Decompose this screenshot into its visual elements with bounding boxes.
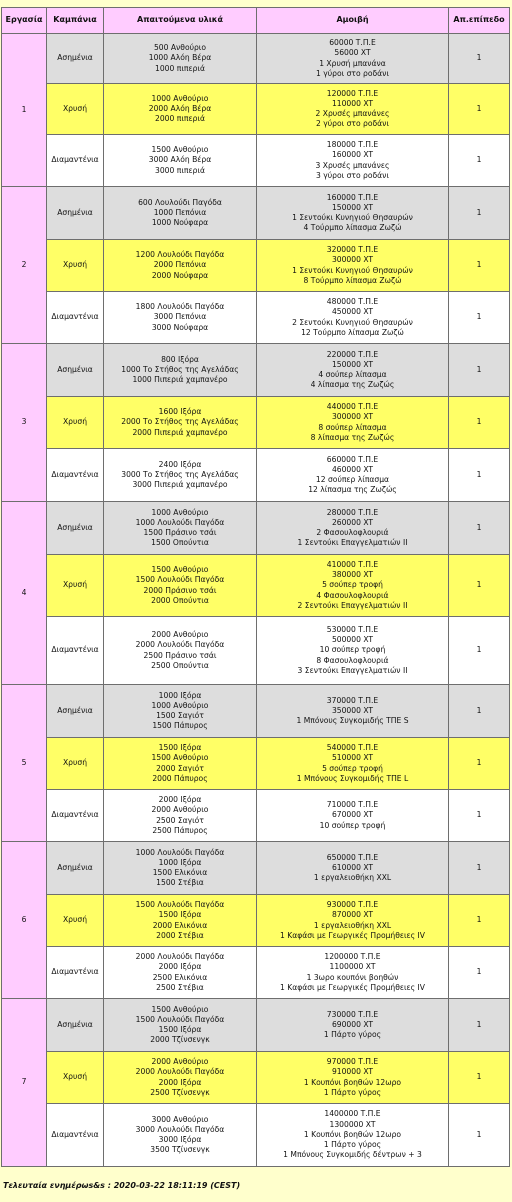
- task-number: 5: [2, 685, 47, 842]
- reward-line: 1 Κουπόνι βοηθών 12ωρο: [303, 1077, 402, 1087]
- task-number: 1: [2, 34, 47, 187]
- campaign-cell: Χρυσή: [47, 738, 104, 790]
- level-cell: 1: [449, 555, 510, 617]
- campaign-cell: Ασημένια: [47, 344, 104, 397]
- level-cell: 1: [449, 84, 510, 135]
- material-line: 3000 Νούφαρα: [151, 322, 209, 332]
- reward-cell: [257, 999, 449, 1052]
- table-row: [2, 617, 510, 685]
- reward-line: 1 Σεντούκι Επαγγελματιών II: [297, 538, 408, 548]
- reward-line: 1 3ωρο κουπόνι βοηθών: [306, 972, 399, 982]
- material-line: 1500 Πάπυρος: [152, 721, 208, 731]
- materials-cell: [104, 135, 257, 187]
- material-line: 1500 Ελικόνια: [152, 868, 208, 877]
- material-line: 800 Ιξόρα: [161, 354, 199, 364]
- reward-line: 870000 XT: [331, 910, 374, 920]
- header-materials: Απαιτούμενα υλικά: [104, 8, 257, 34]
- material-line: 2500 Πράσινο τσάι: [143, 650, 217, 660]
- reward-line: 8 σούπερ λίπασμα: [318, 422, 387, 432]
- reward-line: 1 Μπόνους Συγκομιδής δέντρων + 3: [283, 1150, 422, 1160]
- reward-cell: [257, 790, 449, 842]
- reward-cell: [257, 84, 449, 135]
- table-row: [2, 502, 510, 555]
- reward-line: 3 γύροι στο ροδάνι: [316, 170, 389, 180]
- level-cell: 1: [449, 999, 510, 1052]
- last-updated: Τελευταία ενημέρωs&s : 2020-03-22 18:11:19 (CEST): [3, 1181, 241, 1190]
- reward-line: 910000 XT: [331, 1067, 374, 1077]
- reward-line: 510000 XT: [331, 753, 374, 763]
- level-cell: 1: [449, 895, 510, 947]
- reward-line: 350000 XT: [331, 705, 374, 715]
- reward-line: 3 Χρυσές μπανάνες: [315, 160, 390, 170]
- level-cell: 1: [449, 344, 510, 397]
- material-line: 2000 Στέβια: [156, 930, 204, 940]
- reward-line: 1 Χρυσή μπανάνα: [319, 58, 386, 68]
- reward-line: 1 Κουπόνι βοηθών 12ωρο: [303, 1129, 402, 1139]
- campaign-cell: Χρυσή: [47, 555, 104, 617]
- reward-line: 180000 Τ.Π.Ε: [326, 140, 379, 150]
- table-row: [2, 34, 510, 84]
- reward-line: 2 Σεντούκι Κυνηγιού Θησαυρών: [292, 317, 413, 327]
- material-line: 2000 Ιξόρα: [158, 962, 202, 972]
- material-line: 2000 Οπούντια: [151, 595, 209, 605]
- reward-cell: [257, 397, 449, 449]
- material-line: 1000 Νούφαρα: [151, 218, 209, 228]
- reward-line: 370000 Τ.Π.Ε: [326, 695, 379, 705]
- level-cell: 1: [449, 617, 510, 685]
- material-line: 2000 Ανθούριο: [151, 805, 209, 815]
- material-line: 2500 Πάπυρος: [152, 825, 208, 835]
- reward-line: 120000 Τ.Π.Ε: [326, 88, 379, 98]
- reward-line: 160000 Τ.Π.Ε: [326, 192, 379, 202]
- reward-line: 1 Σεντούκι Κυνηγιού Θησαυρών: [292, 265, 413, 275]
- reward-line: 410000 Τ.Π.Ε: [326, 559, 379, 569]
- material-line: 2000 Ανθούριο: [151, 1057, 209, 1067]
- material-line: 1500 Λουλούδι Παγόδα: [135, 1014, 225, 1024]
- reward-line: 4 λίπασμα της Ζωζώς: [310, 380, 395, 390]
- table-row: [2, 555, 510, 617]
- reward-cell: [257, 738, 449, 790]
- material-line: 3000 Λουλούδι Παγόδα: [135, 1124, 225, 1134]
- material-line: 500 Ανθούριο: [153, 43, 207, 53]
- material-line: 2000 Ελικόνια: [152, 920, 208, 930]
- materials-cell: [104, 240, 257, 292]
- reward-line: 5 σούπερ τροφή: [322, 580, 383, 590]
- task-number: 7: [2, 999, 47, 1167]
- table-row: [2, 1052, 510, 1104]
- reward-line: 60000 Τ.Π.Ε: [329, 38, 376, 48]
- material-line: 2000 Λουλούδι Παγόδα: [135, 1067, 225, 1077]
- table-row: [2, 135, 510, 187]
- material-line: 600 Λουλούδι Παγόδα: [138, 197, 222, 207]
- reward-line: 150000 XT: [331, 202, 374, 212]
- reward-cell: [257, 502, 449, 555]
- materials-cell: [104, 617, 257, 685]
- material-line: 2500 Τζίνσενγκ: [150, 1087, 210, 1097]
- material-line: 2000 Πάπυρος: [152, 773, 208, 783]
- level-cell: 1: [449, 397, 510, 449]
- reward-line: 1 εργαλειοθήκη XXL: [313, 873, 392, 883]
- reward-line: 690000 XT: [331, 1019, 374, 1029]
- table-row: [2, 84, 510, 135]
- reward-cell: [257, 135, 449, 187]
- material-line: 2000 πιπεριά: [155, 114, 205, 124]
- reward-cell: [257, 187, 449, 240]
- materials-cell: [104, 1104, 257, 1167]
- campaign-cell: Ασημένια: [47, 502, 104, 555]
- reward-cell: [257, 842, 449, 895]
- header-task: Εργασία: [2, 8, 47, 34]
- material-line: 1500 Ανθούριο: [151, 565, 209, 575]
- reward-line: 160000 XT: [331, 150, 374, 160]
- reward-line: 300000 XT: [331, 255, 374, 265]
- reward-line: 380000 XT: [331, 570, 374, 580]
- material-line: 1000 Πεπόνια: [153, 207, 207, 217]
- materials-cell: [104, 685, 257, 738]
- material-line: 2000 Ιξόρα: [158, 795, 202, 805]
- reward-line: 12 λίπασμα της Ζωζώς: [308, 485, 397, 495]
- reward-line: 2 Φασουλοφλουριά: [316, 528, 389, 537]
- material-line: 1500 Ιξόρα: [158, 1025, 202, 1034]
- reward-line: 440000 Τ.Π.Ε: [326, 402, 379, 412]
- table-row: [2, 790, 510, 842]
- reward-line: 10 σούπερ τροφή: [319, 645, 386, 655]
- campaign-cell: Χρυσή: [47, 1052, 104, 1104]
- reward-line: 5 σούπερ τροφή: [322, 763, 383, 773]
- material-line: 1000 Ιξόρα: [158, 690, 202, 700]
- reward-line: 1 Πάρτο γύρος: [323, 1140, 382, 1150]
- table-row: [2, 947, 510, 999]
- table-row: [2, 1104, 510, 1167]
- reward-line: 1 εργαλειοθήκη XXL: [313, 920, 392, 930]
- level-cell: 1: [449, 1052, 510, 1104]
- campaign-cell: Χρυσή: [47, 84, 104, 135]
- quest-table: [1, 7, 510, 1167]
- level-cell: 1: [449, 449, 510, 502]
- level-cell: 1: [449, 502, 510, 555]
- campaign-cell: Ασημένια: [47, 187, 104, 240]
- level-cell: 1: [449, 135, 510, 187]
- campaign-cell: Διαμαντένια: [47, 617, 104, 685]
- table-row: [2, 449, 510, 502]
- material-line: 2500 Οπούντια: [151, 660, 209, 670]
- reward-line: 320000 Τ.Π.Ε: [326, 245, 379, 255]
- reward-line: 1 γύροι στο ροδάνι: [316, 68, 389, 78]
- table-row: [2, 685, 510, 738]
- material-line: 1000 Ανθούριο: [151, 93, 209, 103]
- reward-line: 460000 XT: [331, 464, 374, 474]
- reward-line: 1 Καφάσι με Γεωργικές Προμήθειες IV: [280, 982, 425, 992]
- material-line: 2000 Ανθούριο: [151, 630, 209, 640]
- reward-line: 530000 Τ.Π.Ε: [326, 624, 379, 634]
- materials-cell: [104, 187, 257, 240]
- materials-cell: [104, 84, 257, 135]
- campaign-cell: Χρυσή: [47, 397, 104, 449]
- reward-cell: [257, 344, 449, 397]
- material-line: 1500 Πράσινο τσάι: [143, 528, 217, 537]
- table-row: [2, 292, 510, 344]
- materials-cell: [104, 397, 257, 449]
- reward-line: 1 Σεντούκι Κυνηγιού Θησαυρών: [292, 213, 413, 222]
- level-cell: 1: [449, 685, 510, 738]
- reward-line: 1 Μπόνους Συγκομιδής ΤΠΕ L: [296, 773, 409, 783]
- campaign-cell: Διαμαντένια: [47, 1104, 104, 1167]
- reward-line: 540000 Τ.Π.Ε: [326, 743, 379, 753]
- material-line: 2000 Σαγιότ: [156, 763, 204, 773]
- header-row: [2, 8, 510, 34]
- reward-line: 2 γύροι στο ροδάνι: [316, 119, 389, 129]
- reward-line: 4 Τούρμπο λίπασμα Ζωζώ: [303, 223, 402, 233]
- materials-cell: [104, 292, 257, 344]
- material-line: 1000 Λουλούδι Παγόδα: [135, 517, 225, 527]
- reward-line: 4 σούπερ λίπασμα: [318, 370, 387, 379]
- campaign-cell: Διαμαντένια: [47, 135, 104, 187]
- reward-cell: [257, 895, 449, 947]
- reward-line: 650000 Τ.Π.Ε: [326, 852, 379, 862]
- reward-cell: [257, 685, 449, 738]
- material-line: 1000 Πιπεριά χαμπανέρο: [132, 375, 228, 385]
- reward-cell: [257, 1104, 449, 1167]
- material-line: 3000 Το Στήθος της Αγελάδας: [121, 469, 239, 479]
- material-line: 1500 Ανθούριο: [151, 145, 209, 155]
- reward-cell: [257, 555, 449, 617]
- material-line: 3500 Τζίνσενγκ: [150, 1145, 210, 1155]
- reward-line: 610000 XT: [331, 862, 374, 872]
- reward-line: 660000 Τ.Π.Ε: [326, 454, 379, 464]
- reward-line: 110000 XT: [331, 98, 374, 108]
- material-line: 1000 Ανθούριο: [151, 700, 209, 710]
- campaign-cell: Ασημένια: [47, 34, 104, 84]
- level-cell: 1: [449, 34, 510, 84]
- level-cell: 1: [449, 790, 510, 842]
- reward-line: 56000 XT: [334, 48, 371, 58]
- material-line: 1500 Ιξόρα: [158, 743, 202, 753]
- material-line: 2500 Ελικόνια: [152, 972, 208, 982]
- reward-cell: [257, 947, 449, 999]
- table-row: [2, 187, 510, 240]
- reward-line: 1 Πάρτο γύρος: [323, 1030, 382, 1040]
- campaign-cell: Χρυσή: [47, 895, 104, 947]
- level-cell: 1: [449, 292, 510, 344]
- material-line: 1200 Λουλούδι Παγόδα: [135, 250, 225, 260]
- material-line: 2000 Ιξόρα: [158, 1077, 202, 1087]
- materials-cell: [104, 738, 257, 790]
- level-cell: 1: [449, 187, 510, 240]
- materials-cell: [104, 344, 257, 397]
- material-line: 3000 Ιξόρα: [158, 1135, 202, 1144]
- reward-line: 220000 Τ.Π.Ε: [326, 349, 379, 359]
- reward-cell: [257, 617, 449, 685]
- level-cell: 1: [449, 240, 510, 292]
- materials-cell: [104, 1052, 257, 1104]
- reward-line: 8 Τούρμπο λίπασμα Ζωζώ: [303, 275, 402, 285]
- campaign-cell: Ασημένια: [47, 685, 104, 738]
- materials-cell: [104, 790, 257, 842]
- reward-line: 480000 Τ.Π.Ε: [326, 297, 379, 307]
- header-reward: Αμοιβή: [257, 8, 449, 34]
- reward-cell: [257, 449, 449, 502]
- level-cell: 1: [449, 1104, 510, 1167]
- material-line: 2000 Λουλούδι Παγόδα: [135, 640, 225, 650]
- reward-line: 2 Χρυσές μπανάνες: [315, 109, 390, 118]
- reward-cell: [257, 292, 449, 344]
- reward-line: 12 Τούρμπο λίπασμα Ζωζώ: [301, 327, 404, 337]
- material-line: 3000 Πιπεριά χαμπανέρο: [132, 480, 228, 490]
- material-line: 2500 Σαγιότ: [156, 815, 204, 825]
- reward-line: 930000 Τ.Π.Ε: [326, 900, 379, 910]
- task-number: 3: [2, 344, 47, 502]
- material-line: 1000 Αλόη Βέρα: [148, 53, 212, 63]
- task-number: 6: [2, 842, 47, 999]
- table-row: [2, 344, 510, 397]
- reward-line: 10 σούπερ τροφή: [319, 820, 386, 830]
- campaign-cell: Χρυσή: [47, 240, 104, 292]
- material-line: 3000 Αλόη Βέρα: [148, 155, 212, 165]
- materials-cell: [104, 449, 257, 502]
- material-line: 1500 Λουλούδι Παγόδα: [135, 900, 225, 910]
- material-line: 1500 Σαγιότ: [156, 711, 204, 720]
- material-line: 1500 Ανθούριο: [151, 1004, 209, 1014]
- reward-line: 1 Μπόνους Συγκομιδής ΤΠΕ S: [296, 716, 409, 726]
- material-line: 2000 Λουλούδι Παγόδα: [135, 952, 225, 962]
- material-line: 1800 Λουλούδι Παγόδα: [135, 302, 225, 312]
- material-line: 2000 Πεπόνια: [153, 260, 207, 270]
- material-line: 1500 Ανθούριο: [151, 753, 209, 763]
- table-row: [2, 999, 510, 1052]
- reward-line: 450000 XT: [331, 307, 374, 317]
- material-line: 2000 Το Στήθος της Αγελάδας: [121, 417, 239, 427]
- reward-line: 970000 Τ.Π.Ε: [326, 1057, 379, 1067]
- campaign-cell: Διαμαντένια: [47, 947, 104, 999]
- reward-cell: [257, 1052, 449, 1104]
- material-line: 2000 Αλόη Βέρα: [148, 103, 212, 113]
- reward-line: 1200000 Τ.Π.Ε: [324, 952, 381, 962]
- campaign-cell: Διαμαντένια: [47, 790, 104, 842]
- materials-cell: [104, 34, 257, 84]
- reward-line: 1 Πάρτο γύρος: [323, 1087, 382, 1097]
- materials-cell: [104, 555, 257, 617]
- campaign-cell: Ασημένια: [47, 999, 104, 1052]
- reward-cell: [257, 34, 449, 84]
- reward-line: 500000 XT: [331, 635, 374, 645]
- table-row: [2, 895, 510, 947]
- reward-line: 280000 Τ.Π.Ε: [326, 507, 379, 517]
- materials-cell: [104, 947, 257, 999]
- reward-line: 1 Καφάσι με Γεωργικές Προμήθειες IV: [280, 930, 425, 940]
- header-campaign: Καμπάνια: [47, 8, 104, 34]
- reward-line: 3 Σεντούκι Επαγγελματιών II: [297, 665, 408, 675]
- material-line: 2000 Πράσινο τσάι: [143, 585, 217, 595]
- campaign-cell: Ασημένια: [47, 842, 104, 895]
- task-number: 2: [2, 187, 47, 344]
- level-cell: 1: [449, 738, 510, 790]
- table-row: [2, 738, 510, 790]
- material-line: 1500 Λουλούδι Παγόδα: [135, 575, 225, 585]
- material-line: 1000 Ιξόρα: [158, 857, 202, 867]
- reward-line: 300000 XT: [331, 412, 374, 422]
- level-cell: 1: [449, 947, 510, 999]
- reward-line: 1100000 XT: [329, 962, 376, 972]
- material-line: 1500 Ιξόρα: [158, 910, 202, 920]
- reward-line: 670000 XT: [331, 810, 374, 820]
- materials-cell: [104, 999, 257, 1052]
- material-line: 3000 πιπεριά: [155, 165, 205, 175]
- reward-line: 12 σούπερ λίπασμα: [315, 475, 390, 484]
- quest-table-body: [2, 34, 510, 1167]
- reward-line: 8 Φασουλοφλουριά: [316, 655, 389, 665]
- material-line: 2500 Στέβια: [156, 982, 204, 992]
- material-line: 3000 Ανθούριο: [151, 1114, 209, 1124]
- material-line: 1600 Ιξόρα: [158, 407, 202, 417]
- reward-line: 1400000 Τ.Π.Ε: [324, 1109, 381, 1119]
- material-line: 1500 Στέβια: [156, 878, 204, 888]
- table-row: [2, 842, 510, 895]
- reward-line: 730000 Τ.Π.Ε: [326, 1009, 379, 1019]
- material-line: 1000 Λουλούδι Παγόδα: [135, 847, 225, 857]
- level-cell: 1: [449, 842, 510, 895]
- material-line: 2000 Πιπεριά χαμπανέρο: [132, 427, 228, 437]
- material-line: 1000 Ανθούριο: [151, 507, 209, 517]
- campaign-cell: Διαμαντένια: [47, 292, 104, 344]
- reward-line: 1300000 XT: [329, 1119, 376, 1129]
- header-level: Απ.επίπεδο: [449, 8, 510, 34]
- reward-line: 150000 XT: [331, 359, 374, 369]
- reward-line: 8 λίπασμα της Ζωζώς: [310, 432, 395, 442]
- materials-cell: [104, 842, 257, 895]
- table-row: [2, 240, 510, 292]
- reward-line: 4 Φασουλοφλουριά: [316, 590, 389, 600]
- reward-line: 260000 XT: [331, 517, 374, 527]
- reward-cell: [257, 240, 449, 292]
- material-line: 2000 Τζίνσενγκ: [150, 1035, 210, 1045]
- reward-line: 2 Σεντούκι Επαγγελματιών II: [297, 600, 408, 610]
- campaign-cell: Διαμαντένια: [47, 449, 104, 502]
- table-row: [2, 397, 510, 449]
- reward-line: 710000 Τ.Π.Ε: [326, 800, 379, 810]
- material-line: 3000 Πεπόνια: [153, 312, 207, 322]
- materials-cell: [104, 895, 257, 947]
- task-number: 4: [2, 502, 47, 685]
- material-line: 2400 Ιξόρα: [158, 459, 202, 469]
- materials-cell: [104, 502, 257, 555]
- material-line: 2000 Νούφαρα: [151, 270, 209, 280]
- material-line: 1000 πιπεριά: [155, 63, 205, 73]
- material-line: 1500 Οπούντια: [151, 538, 209, 548]
- material-line: 1000 Το Στήθος της Αγελάδας: [121, 364, 239, 374]
